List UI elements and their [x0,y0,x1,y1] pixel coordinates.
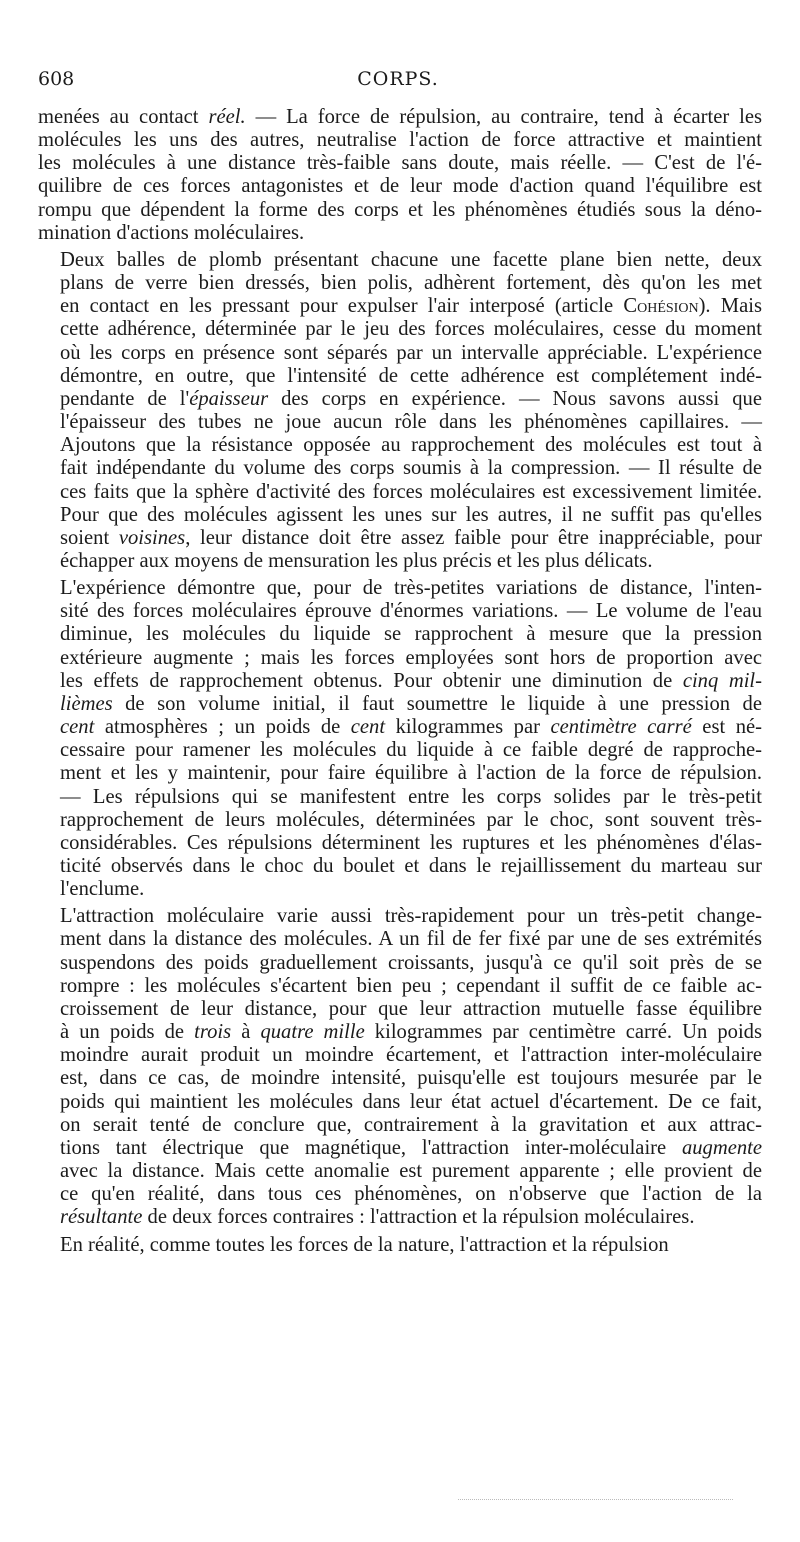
text-line: tions tant électrique que magnétique, l'attraction inter-moléculaire augmente [60,1136,762,1159]
text-line: échapper aux moyens de mensuration les plus précis et les plus délicats. [60,549,653,572]
text-line: à un poids de trois à quatre mille kilogrammes par centimètre carré. Un poids [60,1021,762,1044]
text-line: en contact en les pressant pour expulser l'air interposé (article Cohésion). Mais [60,295,762,318]
text-line: cessaire pour ramener les molécules du liquide à ce faible degré de rapproche- [60,739,762,762]
text-line: ticité observés dans le choc du boulet et dans le rejaillissement du marteau sur [60,855,762,877]
page-number: 608 [38,68,75,90]
text-line: cette adhérence, déterminée par le jeu des forces moléculaires, cesse du moment [60,318,762,341]
text-line: l'enclume. [60,878,145,901]
text-line: considérables. Ces répulsions déterminent les ruptures et les phénomènes d'élas- [60,831,762,854]
text-line: ment et les y maintenir, pour faire équilibre à l'action de la force de répulsion. [60,762,762,785]
text-line: rapprochement de leurs molécules, déterminées par le choc, sont souvent très- [60,808,762,831]
text-line: menées au contact réel. — La force de répulsion, au contraire, tend à écarter les [38,106,763,128]
text-line: soient voisines, leur distance doit être assez faible pour être inappréciable, pour [60,526,762,549]
text-line: on serait tenté de conclure que, contrairement à la gravitation et aux attrac- [60,1113,762,1136]
text-line: Pour que des molécules agissent les unes sur les autres, il ne suffit pas qu'elles [60,503,762,526]
text-line: ce qu'en réalité, dans tous ces phénomènes, on n'observe que l'action de la [60,1183,762,1206]
paragraph [38,905,762,1229]
text-line: ment dans la distance des molécules. A un fil de fer fixé par une de ses extrémités [60,928,762,951]
text-line: suspendons des poids graduellement croissants, jusqu'à ce qu'il soit près de se [60,951,762,974]
text-line: avec la distance. Mais cette anomalie est purement apparente ; elle provient de [60,1160,762,1183]
text-line: extérieure augmente ; mais les forces employées sont hors de proportion avec [60,646,762,669]
page-header [38,68,758,98]
text-line: moindre aurait produit un moindre écartement, et l'attraction inter-moléculaire [60,1044,762,1067]
paragraph [38,106,762,245]
text-line: sité des forces moléculaires éprouve d'énormes variations. — Le volume de l'eau [60,600,762,623]
text-line: L'attraction moléculaire varie aussi très-rapidement pour un très-petit change- [60,905,762,928]
text-line: résultante de deux forces contraires : l'attraction et la répulsion moléculaires. [60,1206,695,1229]
footer-rule [458,1499,733,1501]
text-line: Deux balles de plomb présentant chacune une facette plane bien nette, deux [60,248,762,271]
body-text [38,106,762,1261]
text-line: mination d'actions moléculaires. [38,221,305,244]
text-line: ces faits que la sphère d'activité des forces moléculaires est excessivement limitée. [60,480,762,503]
text-line: — Les répulsions qui se manifestent entre les corps solides par le très-petit [60,785,762,808]
text-line: poids qui maintient les molécules dans leur état actuel d'écartement. De ce fait, [60,1090,762,1113]
text-line: les molécules à une distance très-faible sans doute, mais réelle. — C'est de l'é- [38,152,762,175]
running-title: CORPS. [357,68,439,90]
text-line: rompre : les molécules s'écartent bien peu ; cependant il suffit de ce faible ac- [60,974,762,997]
text-line: rompu que dépendent la forme des corps et les phénomènes étudiés sous la déno- [38,198,762,221]
text-line: démontre, en outre, que l'intensité de cette adhérence est complétement indé- [60,364,762,387]
text-line: lièmes de son volume initial, il faut soumettre le liquide à une pression de [60,692,762,715]
text-line: croissement de leur distance, pour que leur attraction mutuelle fasse équilibre [60,997,762,1020]
text-line: où les corps en présence sont séparés par un intervalle appréciable. L'expérience [60,341,762,364]
paragraph [38,1234,762,1257]
text-line: est, dans ce cas, de moindre intensité, puisqu'elle est toujours mesurée par le [60,1067,762,1090]
text-line: cent atmosphères ; un poids de cent kilogrammes par centimètre carré est né- [60,716,763,739]
paragraph [38,249,762,573]
text-line: fait indépendante du volume des corps soumis à la compression. — Il résulte de [60,457,762,480]
text-line: pendante de l'épaisseur des corps en expérience. — Nous savons aussi que [60,387,762,410]
text-line: L'expérience démontre que, pour de très-petites variations de distance, l'inten- [60,577,762,600]
text-line: plans de verre bien dressés, bien polis, adhèrent fortement, dès qu'on les met [60,272,762,295]
text-line: quilibre de ces forces antagonistes et de leur mode d'action quand l'équilibre est [38,175,762,198]
text-line: les effets de rapprochement obtenus. Pour obtenir une diminution de cinq mil- [60,669,763,692]
text-line: molécules les uns des autres, neutralise l'action de force attractive et maintient [38,129,762,152]
text-line: diminue, les molécules du liquide se rapprochent à mesure que la pression [60,623,762,646]
text-line: En réalité, comme toutes les forces de la nature, l'attraction et la répulsion [60,1233,669,1256]
text-line: Ajoutons que la résistance opposée au rapprochement des molécules est tout à [60,434,762,457]
text-line: l'épaisseur des tubes ne joue aucun rôle dans les phénomènes capillaires. — [60,411,762,434]
paragraph [38,577,762,901]
